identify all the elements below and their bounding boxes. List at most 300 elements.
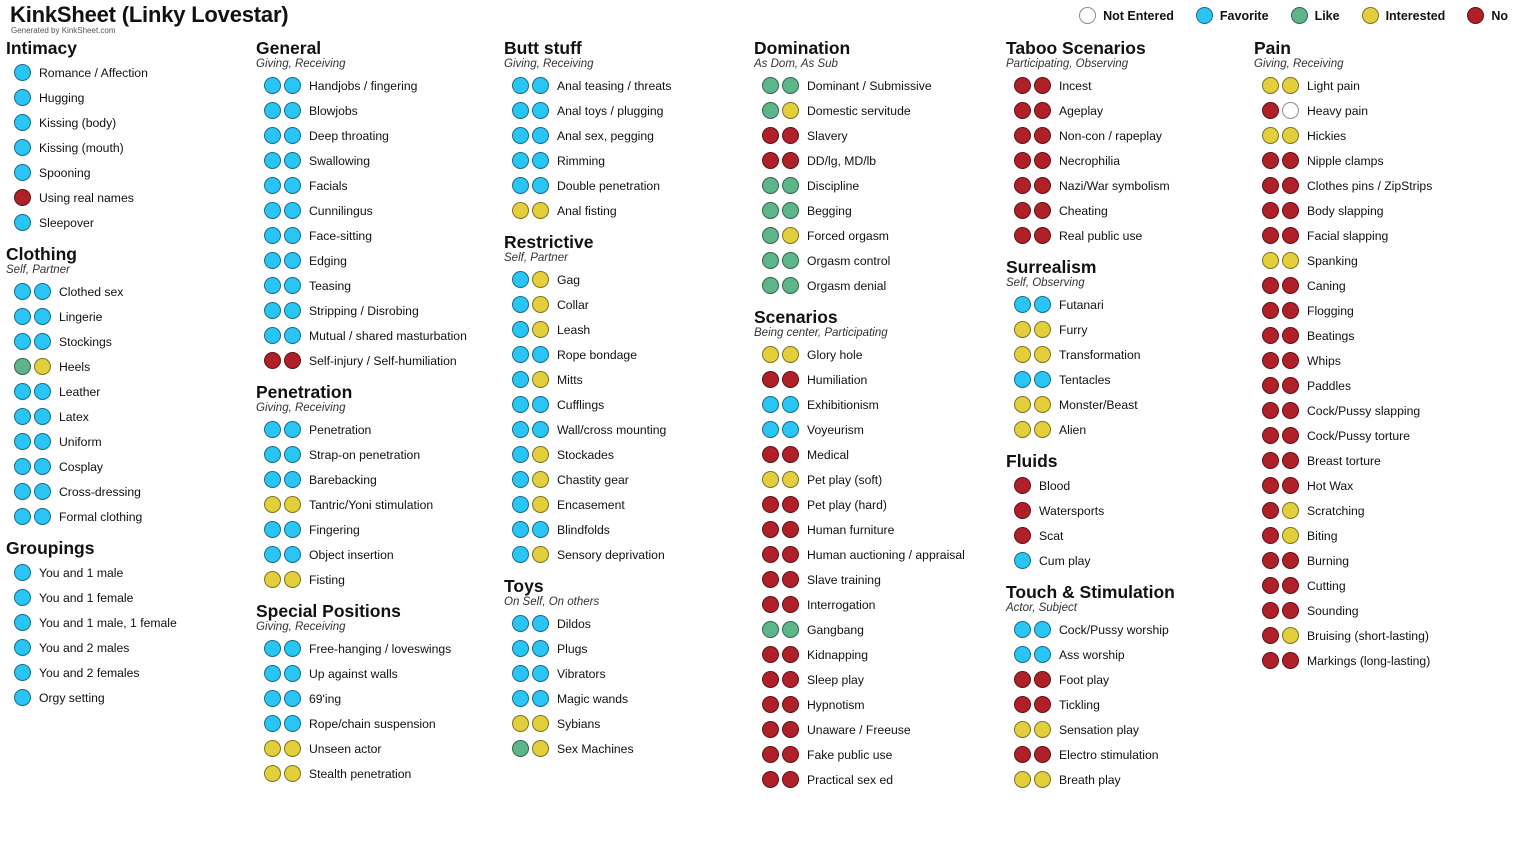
rating-dot-favorite[interactable]: [532, 177, 549, 194]
rating-dot-interested[interactable]: [1034, 771, 1051, 788]
kink-row[interactable]: [1254, 398, 1514, 423]
kink-row[interactable]: [1254, 598, 1514, 623]
rating-dot-interested[interactable]: [782, 346, 799, 363]
legend-swatch-icon[interactable]: [1467, 7, 1484, 24]
rating-dot-favorite[interactable]: [512, 690, 529, 707]
rating-dot-favorite[interactable]: [512, 421, 529, 438]
rating-dot-no[interactable]: [1034, 127, 1051, 144]
rating-dot-favorite[interactable]: [14, 433, 31, 450]
kink-row[interactable]: [256, 98, 504, 123]
legend-swatch-icon[interactable]: [1291, 7, 1308, 24]
rating-dot-no[interactable]: [1282, 227, 1299, 244]
rating-dot-no[interactable]: [1014, 177, 1031, 194]
rating-dot-favorite[interactable]: [1014, 371, 1031, 388]
rating-dot-favorite[interactable]: [34, 508, 51, 525]
kink-row[interactable]: [504, 292, 754, 317]
kink-row[interactable]: [754, 367, 1006, 392]
kink-row[interactable]: [6, 479, 256, 504]
kink-row[interactable]: [1254, 648, 1514, 673]
kink-row[interactable]: [256, 198, 504, 223]
rating-dot-favorite[interactable]: [284, 665, 301, 682]
kink-row[interactable]: [256, 173, 504, 198]
rating-dot-like[interactable]: [762, 277, 779, 294]
kink-row[interactable]: [6, 304, 256, 329]
rating-dot-favorite[interactable]: [34, 483, 51, 500]
kink-row[interactable]: [6, 429, 256, 454]
rating-dot-favorite[interactable]: [532, 77, 549, 94]
kink-row[interactable]: [6, 185, 256, 210]
rating-dot-favorite[interactable]: [512, 471, 529, 488]
rating-dot-favorite[interactable]: [1034, 371, 1051, 388]
kink-row[interactable]: [1006, 123, 1254, 148]
rating-dot-interested[interactable]: [1014, 421, 1031, 438]
kink-row[interactable]: [1254, 448, 1514, 473]
kink-row[interactable]: [1254, 323, 1514, 348]
rating-dot-favorite[interactable]: [284, 690, 301, 707]
rating-dot-no[interactable]: [1282, 277, 1299, 294]
kink-row[interactable]: [504, 73, 754, 98]
kink-row[interactable]: [504, 636, 754, 661]
kink-row[interactable]: [1006, 523, 1254, 548]
kink-row[interactable]: [754, 273, 1006, 298]
kink-row[interactable]: [1254, 423, 1514, 448]
rating-dot-no[interactable]: [1262, 102, 1279, 119]
rating-dot-favorite[interactable]: [264, 690, 281, 707]
rating-dot-interested[interactable]: [1014, 771, 1031, 788]
rating-dot-no[interactable]: [1262, 202, 1279, 219]
rating-dot-no[interactable]: [1262, 352, 1279, 369]
kink-row[interactable]: [1006, 417, 1254, 442]
rating-dot-like[interactable]: [762, 621, 779, 638]
rating-dot-no[interactable]: [1282, 552, 1299, 569]
rating-dot-no[interactable]: [1014, 227, 1031, 244]
rating-dot-favorite[interactable]: [264, 127, 281, 144]
kink-row[interactable]: [6, 160, 256, 185]
kink-row[interactable]: [6, 279, 256, 304]
rating-dot-no[interactable]: [1014, 696, 1031, 713]
rating-dot-favorite[interactable]: [1034, 621, 1051, 638]
rating-dot-interested[interactable]: [1282, 252, 1299, 269]
rating-dot-favorite[interactable]: [34, 408, 51, 425]
rating-dot-favorite[interactable]: [512, 102, 529, 119]
rating-dot-no[interactable]: [762, 671, 779, 688]
kink-row[interactable]: [256, 542, 504, 567]
kink-row[interactable]: [6, 110, 256, 135]
rating-dot-no[interactable]: [1262, 277, 1279, 294]
rating-dot-favorite[interactable]: [264, 202, 281, 219]
rating-dot-favorite[interactable]: [284, 177, 301, 194]
rating-dot-no[interactable]: [1014, 127, 1031, 144]
rating-dot-no[interactable]: [1262, 602, 1279, 619]
kink-row[interactable]: [1006, 742, 1254, 767]
rating-dot-no[interactable]: [782, 646, 799, 663]
rating-dot-no[interactable]: [1262, 477, 1279, 494]
rating-dot-no[interactable]: [1034, 152, 1051, 169]
rating-dot-favorite[interactable]: [264, 152, 281, 169]
legend-swatch-icon[interactable]: [1079, 7, 1096, 24]
kink-row[interactable]: [256, 123, 504, 148]
rating-dot-like[interactable]: [762, 102, 779, 119]
kink-row[interactable]: [256, 148, 504, 173]
rating-dot-no[interactable]: [782, 571, 799, 588]
rating-dot-favorite[interactable]: [762, 396, 779, 413]
kink-row[interactable]: [1006, 548, 1254, 573]
rating-dot-favorite[interactable]: [34, 383, 51, 400]
kink-row[interactable]: [1254, 573, 1514, 598]
rating-dot-interested[interactable]: [532, 271, 549, 288]
kink-row[interactable]: [6, 329, 256, 354]
kink-row[interactable]: [256, 248, 504, 273]
rating-dot-interested[interactable]: [1034, 396, 1051, 413]
rating-dot-interested[interactable]: [1034, 321, 1051, 338]
kink-row[interactable]: [6, 585, 256, 610]
rating-dot-interested[interactable]: [1282, 77, 1299, 94]
rating-dot-like[interactable]: [762, 77, 779, 94]
kink-row[interactable]: [1254, 223, 1514, 248]
rating-dot-favorite[interactable]: [14, 614, 31, 631]
rating-dot-favorite[interactable]: [264, 640, 281, 657]
rating-dot-interested[interactable]: [1014, 346, 1031, 363]
kink-row[interactable]: [504, 661, 754, 686]
kink-row[interactable]: [6, 135, 256, 160]
rating-dot-like[interactable]: [782, 621, 799, 638]
rating-dot-interested[interactable]: [1282, 627, 1299, 644]
rating-dot-favorite[interactable]: [532, 521, 549, 538]
rating-dot-favorite[interactable]: [532, 421, 549, 438]
rating-dot-no[interactable]: [782, 446, 799, 463]
rating-dot-interested[interactable]: [1014, 321, 1031, 338]
rating-dot-interested[interactable]: [1282, 127, 1299, 144]
kink-row[interactable]: [754, 492, 1006, 517]
legend-swatch-icon[interactable]: [1196, 7, 1213, 24]
rating-dot-no[interactable]: [762, 127, 779, 144]
rating-dot-favorite[interactable]: [284, 202, 301, 219]
rating-dot-favorite[interactable]: [532, 346, 549, 363]
rating-dot-interested[interactable]: [532, 202, 549, 219]
rating-dot-not-entered[interactable]: [1282, 102, 1299, 119]
rating-dot-favorite[interactable]: [532, 102, 549, 119]
kink-row[interactable]: [256, 661, 504, 686]
rating-dot-no[interactable]: [1014, 477, 1031, 494]
kink-row[interactable]: [256, 223, 504, 248]
rating-dot-interested[interactable]: [782, 102, 799, 119]
kink-row[interactable]: [1254, 523, 1514, 548]
kink-row[interactable]: [504, 711, 754, 736]
kink-row[interactable]: [504, 392, 754, 417]
kink-row[interactable]: [754, 173, 1006, 198]
kink-row[interactable]: [1006, 767, 1254, 792]
rating-dot-favorite[interactable]: [34, 283, 51, 300]
kink-row[interactable]: [754, 342, 1006, 367]
rating-dot-favorite[interactable]: [512, 371, 529, 388]
rating-dot-favorite[interactable]: [532, 690, 549, 707]
kink-row[interactable]: [1006, 667, 1254, 692]
kink-row[interactable]: [256, 567, 504, 592]
kink-row[interactable]: [256, 417, 504, 442]
rating-dot-favorite[interactable]: [264, 227, 281, 244]
rating-dot-favorite[interactable]: [14, 483, 31, 500]
kink-row[interactable]: [754, 667, 1006, 692]
rating-dot-no[interactable]: [782, 771, 799, 788]
kink-row[interactable]: [256, 273, 504, 298]
rating-dot-no[interactable]: [1262, 452, 1279, 469]
kink-row[interactable]: [6, 354, 256, 379]
rating-dot-like[interactable]: [782, 202, 799, 219]
rating-dot-no[interactable]: [1262, 577, 1279, 594]
rating-dot-favorite[interactable]: [532, 640, 549, 657]
rating-dot-no[interactable]: [782, 152, 799, 169]
kink-row[interactable]: [256, 711, 504, 736]
rating-dot-no[interactable]: [1014, 527, 1031, 544]
rating-dot-no[interactable]: [1014, 502, 1031, 519]
kink-row[interactable]: [256, 686, 504, 711]
rating-dot-favorite[interactable]: [512, 446, 529, 463]
rating-dot-no[interactable]: [782, 496, 799, 513]
rating-dot-no[interactable]: [762, 521, 779, 538]
rating-dot-favorite[interactable]: [34, 433, 51, 450]
kink-row[interactable]: [504, 417, 754, 442]
rating-dot-favorite[interactable]: [284, 521, 301, 538]
rating-dot-interested[interactable]: [532, 321, 549, 338]
kink-row[interactable]: [754, 592, 1006, 617]
kink-row[interactable]: [1254, 73, 1514, 98]
rating-dot-favorite[interactable]: [284, 77, 301, 94]
rating-dot-favorite[interactable]: [264, 77, 281, 94]
kink-row[interactable]: [504, 367, 754, 392]
kink-row[interactable]: [754, 467, 1006, 492]
kink-row[interactable]: [754, 73, 1006, 98]
kink-row[interactable]: [1006, 717, 1254, 742]
rating-dot-favorite[interactable]: [14, 589, 31, 606]
rating-dot-no[interactable]: [14, 189, 31, 206]
kink-row[interactable]: [754, 542, 1006, 567]
kink-row[interactable]: [1006, 148, 1254, 173]
kink-row[interactable]: [754, 517, 1006, 542]
rating-dot-favorite[interactable]: [512, 271, 529, 288]
rating-dot-no[interactable]: [1282, 327, 1299, 344]
kink-row[interactable]: [1254, 173, 1514, 198]
rating-dot-no[interactable]: [1014, 671, 1031, 688]
rating-dot-no[interactable]: [1282, 302, 1299, 319]
kink-row[interactable]: [1254, 348, 1514, 373]
rating-dot-favorite[interactable]: [14, 64, 31, 81]
kink-row[interactable]: [1254, 298, 1514, 323]
kink-row[interactable]: [504, 342, 754, 367]
rating-dot-interested[interactable]: [1034, 721, 1051, 738]
rating-dot-like[interactable]: [762, 177, 779, 194]
rating-dot-no[interactable]: [1262, 177, 1279, 194]
kink-row[interactable]: [6, 635, 256, 660]
kink-row[interactable]: [504, 442, 754, 467]
rating-dot-favorite[interactable]: [512, 177, 529, 194]
rating-dot-favorite[interactable]: [762, 421, 779, 438]
rating-dot-favorite[interactable]: [782, 396, 799, 413]
rating-dot-no[interactable]: [762, 496, 779, 513]
kink-row[interactable]: [1006, 223, 1254, 248]
rating-dot-no[interactable]: [1262, 377, 1279, 394]
rating-dot-no[interactable]: [1262, 227, 1279, 244]
rating-dot-no[interactable]: [782, 746, 799, 763]
rating-dot-no[interactable]: [1014, 102, 1031, 119]
rating-dot-interested[interactable]: [1034, 346, 1051, 363]
rating-dot-no[interactable]: [1034, 227, 1051, 244]
rating-dot-favorite[interactable]: [14, 139, 31, 156]
rating-dot-favorite[interactable]: [14, 458, 31, 475]
rating-dot-favorite[interactable]: [512, 152, 529, 169]
kink-row[interactable]: [754, 642, 1006, 667]
rating-dot-no[interactable]: [1282, 477, 1299, 494]
kink-row[interactable]: [754, 617, 1006, 642]
rating-dot-favorite[interactable]: [264, 102, 281, 119]
rating-dot-no[interactable]: [762, 596, 779, 613]
rating-dot-like[interactable]: [782, 277, 799, 294]
rating-dot-favorite[interactable]: [284, 546, 301, 563]
rating-dot-interested[interactable]: [532, 471, 549, 488]
kink-row[interactable]: [754, 692, 1006, 717]
rating-dot-no[interactable]: [762, 152, 779, 169]
kink-row[interactable]: [1006, 642, 1254, 667]
rating-dot-no[interactable]: [1262, 627, 1279, 644]
rating-dot-no[interactable]: [1282, 402, 1299, 419]
kink-row[interactable]: [1006, 692, 1254, 717]
kink-row[interactable]: [6, 685, 256, 710]
kink-row[interactable]: [6, 404, 256, 429]
rating-dot-no[interactable]: [1014, 77, 1031, 94]
rating-dot-favorite[interactable]: [512, 546, 529, 563]
kink-row[interactable]: [1006, 498, 1254, 523]
kink-row[interactable]: [1254, 473, 1514, 498]
rating-dot-no[interactable]: [1262, 302, 1279, 319]
rating-dot-no[interactable]: [1034, 202, 1051, 219]
kink-row[interactable]: [754, 223, 1006, 248]
kink-row[interactable]: [504, 686, 754, 711]
kink-row[interactable]: [256, 442, 504, 467]
kink-row[interactable]: [256, 348, 504, 373]
rating-dot-favorite[interactable]: [34, 308, 51, 325]
rating-dot-favorite[interactable]: [512, 127, 529, 144]
kink-row[interactable]: [1006, 198, 1254, 223]
rating-dot-interested[interactable]: [532, 546, 549, 563]
rating-dot-favorite[interactable]: [264, 665, 281, 682]
rating-dot-no[interactable]: [284, 352, 301, 369]
rating-dot-no[interactable]: [762, 746, 779, 763]
rating-dot-like[interactable]: [782, 177, 799, 194]
rating-dot-no[interactable]: [762, 371, 779, 388]
rating-dot-no[interactable]: [762, 696, 779, 713]
rating-dot-interested[interactable]: [532, 496, 549, 513]
rating-dot-favorite[interactable]: [284, 277, 301, 294]
rating-dot-interested[interactable]: [1014, 396, 1031, 413]
rating-dot-no[interactable]: [1262, 152, 1279, 169]
rating-dot-no[interactable]: [1034, 671, 1051, 688]
kink-row[interactable]: [754, 442, 1006, 467]
kink-row[interactable]: [754, 123, 1006, 148]
rating-dot-interested[interactable]: [532, 371, 549, 388]
rating-dot-no[interactable]: [762, 646, 779, 663]
rating-dot-favorite[interactable]: [264, 421, 281, 438]
kink-row[interactable]: [1254, 98, 1514, 123]
kink-row[interactable]: [1006, 73, 1254, 98]
rating-dot-favorite[interactable]: [1034, 646, 1051, 663]
rating-dot-favorite[interactable]: [512, 396, 529, 413]
rating-dot-favorite[interactable]: [532, 665, 549, 682]
kink-row[interactable]: [504, 467, 754, 492]
kink-row[interactable]: [256, 736, 504, 761]
rating-dot-favorite[interactable]: [1014, 646, 1031, 663]
kink-row[interactable]: [1006, 98, 1254, 123]
rating-dot-no[interactable]: [1262, 327, 1279, 344]
rating-dot-like[interactable]: [782, 252, 799, 269]
rating-dot-favorite[interactable]: [264, 546, 281, 563]
rating-dot-favorite[interactable]: [1034, 296, 1051, 313]
rating-dot-favorite[interactable]: [284, 421, 301, 438]
rating-dot-favorite[interactable]: [264, 471, 281, 488]
rating-dot-like[interactable]: [762, 252, 779, 269]
rating-dot-favorite[interactable]: [14, 383, 31, 400]
rating-dot-favorite[interactable]: [14, 639, 31, 656]
rating-dot-no[interactable]: [1014, 152, 1031, 169]
rating-dot-favorite[interactable]: [14, 689, 31, 706]
kink-row[interactable]: [1006, 392, 1254, 417]
rating-dot-no[interactable]: [1282, 177, 1299, 194]
rating-dot-no[interactable]: [1282, 577, 1299, 594]
rating-dot-interested[interactable]: [264, 740, 281, 757]
rating-dot-like[interactable]: [512, 740, 529, 757]
rating-dot-favorite[interactable]: [14, 664, 31, 681]
kink-row[interactable]: [504, 123, 754, 148]
kink-row[interactable]: [754, 767, 1006, 792]
rating-dot-favorite[interactable]: [14, 214, 31, 231]
kink-row[interactable]: [754, 567, 1006, 592]
rating-dot-favorite[interactable]: [14, 333, 31, 350]
rating-dot-favorite[interactable]: [532, 127, 549, 144]
rating-dot-interested[interactable]: [1262, 127, 1279, 144]
rating-dot-no[interactable]: [1262, 527, 1279, 544]
rating-dot-favorite[interactable]: [34, 458, 51, 475]
rating-dot-favorite[interactable]: [284, 302, 301, 319]
rating-dot-interested[interactable]: [34, 358, 51, 375]
rating-dot-like[interactable]: [14, 358, 31, 375]
kink-row[interactable]: [504, 542, 754, 567]
kink-row[interactable]: [256, 492, 504, 517]
kink-row[interactable]: [1006, 173, 1254, 198]
rating-dot-favorite[interactable]: [284, 327, 301, 344]
rating-dot-no[interactable]: [1282, 377, 1299, 394]
rating-dot-interested[interactable]: [284, 740, 301, 757]
rating-dot-no[interactable]: [782, 696, 799, 713]
rating-dot-no[interactable]: [782, 521, 799, 538]
kink-row[interactable]: [754, 148, 1006, 173]
rating-dot-no[interactable]: [1034, 696, 1051, 713]
kink-row[interactable]: [504, 98, 754, 123]
rating-dot-like[interactable]: [782, 77, 799, 94]
kink-row[interactable]: [504, 148, 754, 173]
kink-row[interactable]: [1006, 617, 1254, 642]
rating-dot-favorite[interactable]: [284, 640, 301, 657]
rating-dot-no[interactable]: [1262, 502, 1279, 519]
rating-dot-favorite[interactable]: [14, 308, 31, 325]
rating-dot-interested[interactable]: [512, 715, 529, 732]
rating-dot-interested[interactable]: [532, 740, 549, 757]
kink-row[interactable]: [754, 417, 1006, 442]
kink-row[interactable]: [6, 610, 256, 635]
kink-row[interactable]: [754, 248, 1006, 273]
kink-row[interactable]: [504, 173, 754, 198]
kink-row[interactable]: [256, 467, 504, 492]
rating-dot-no[interactable]: [1282, 352, 1299, 369]
rating-dot-favorite[interactable]: [512, 77, 529, 94]
rating-dot-like[interactable]: [762, 227, 779, 244]
